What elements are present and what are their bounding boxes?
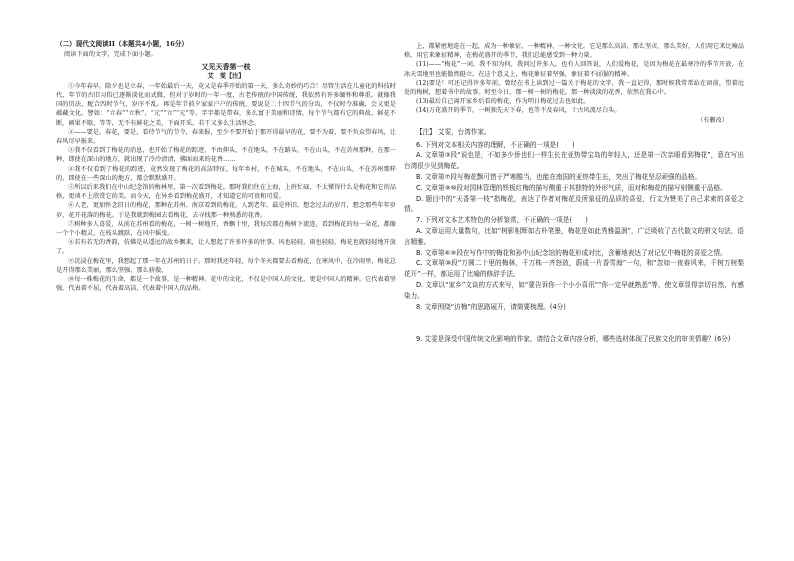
question-7-option-a: A. 文章运用大量数句，比如“树影相辉如古朴笔墨，梅花是如此秀雅温润”，广泛吸收了古代散文的骈文句法，语言精雅。: [404, 227, 744, 246]
question-7-option-d: D. 文章以“家乡”文谈的方式来写，如“要告诉你一个小小喜讯”“你一定早就熟悉”等，使文章显得亲切自然，有感染力。: [404, 280, 744, 300]
paragraph-6: ⑥人老，更加怀念旧日的梅花，那种在苏州、南京看到的梅花。人到老年，最是怀旧，想念过去的岁月，想念那些年年岁岁，花开花落的梅花。于是我就到梅园去看梅花，去寻找那一种熟悉的花香。: [56, 202, 396, 219]
question-6-option-d: D. 题目中的“天香第一枝”指梅花，表达了作者对梅花及所象征的品质的喜爱，行文为赞美了自己求索的喜爱之情。: [404, 194, 744, 214]
paragraph-2: ②——要是，春花，要是，看待节气的节令，春来报，至少不要开始于那开得最早的花，要不为着，要不负众望春风，让春风尽早报来。: [56, 128, 396, 146]
question-7-stem: 7. 下列对文本艺术特色的分析鉴赏，不正确的一项是( ): [416, 216, 588, 225]
article-author: 艾 雯【注】: [207, 72, 245, 80]
paragraph-10: ⑩每一株梅花的生命，都是一个故事，是一种精神。花中的文化，不仅是中国人的文化，更是中国人的精神。它代表着坚强，代表着不屈，代表着高洁，代表着中国人的品格。: [56, 276, 396, 293]
paragraph-11: (11)——“梅花”一词，我不知为何，我问过许多人，也有人回答说，人们爱梅花，是因为梅花在最寒冷的季节开放，在冰天雪地里也能傲然挺立。在这个意义上，梅花象征着坚强，象征着不屈服的精神。: [404, 61, 744, 78]
paragraph-14: (14)万花盛开的季节，一树独先天下春，也等不及春风，十古风流尽白头。: [416, 107, 621, 115]
paragraph-1: ①今年春早，除夕也是立春，一年始最后一天，竟又是春季开始的第一天，多么奇妙的巧合！尽管生活在儿童化的科技时代，年节的古旧习俗已逐渐淡化而式微，但对于岁时的一年一度，古老传统的中国传统，我依然有许多缅怀和尊重。就像我国的历法，配合四时节气，岁序不乱。再是年节前夕家家户户的传统，要说是二十四节气的分齿，不仅时令准确，会又更是蕴藏文化。譬如：“立春”“立秋”，“元”“立”“元”等，字字都是带春，多么富于美丽和诗情，每个节气都有它的典故，鲜花不断，硕果不歇，等等，无不有鲜花之美，下面开采，若干又多么生活怀念。: [56, 82, 396, 127]
paragraph-12: (12)要是！可还记得许多年前，曾经在书上读到过一篇关于梅花的文字，我一直记得，那时候我常常站在窗前，望着远处的梅树，想着书中的故事。时至今日，那一树一树的梅花，那一种淡淡的花香，依然在我心中。: [404, 79, 744, 97]
question-8: 8. 文章围绕“访梅”的思路展开，请简要梳理。(4分): [416, 302, 566, 311]
question-6-stem: 6. 下列对文本相关内容的理解，不正确的一项是( ): [416, 140, 575, 149]
paragraph-5: ⑤所以后来我们在中山纪念馆的梅林里，第一次看到梅花。那时我们住在上海，上班忙碌，不太懂得什么是梅花和它的品格，更谈不上欣赏它的美。而今天，在异乡看到梅花盛开，才知道它的可贵和可爱。: [56, 184, 396, 201]
paragraph-10-continued: 上，都紧密地连在一起，成为一种象征，一种精神，一种文化。它是那么高洁、那么坚贞、那么美好，人们用它来比喻品格，用它来象征精神，在梅花盛开的季节，我们总能感受到一种力量。: [404, 43, 744, 60]
paragraph-9: ⑨沉浸在梅花里，我想起了那一年在苏州的日子。那时我还年轻，每个冬天都要去看梅花，在寒风中，在冷雨里，梅花总是开得那么美丽，那么坚强，那么骄傲。: [56, 257, 396, 274]
author-note: 【注】 艾雯，台湾作家。: [416, 127, 491, 136]
paragraph-3: ③我不仅看到了梅花的消息，也开始了梅花的踪迹，不由伸头，不在地头，不在路头，不在山头，不在苏州那种，在那一种，即使在深山的地方，就出现了冷冷清清，拂面而来的花香……: [56, 147, 396, 164]
section-heading: （二）现代文阅读II（本题共4小题，16分）: [56, 40, 189, 48]
questions-block: [404, 127, 744, 345]
question-6-option-a: A. 文章第③段“说也是，不如多少侨也们一样生长在亚热带宝岛的年轻人，还是第一次亲眼看到梅花”，意在写出台湾很少见到梅花。: [404, 151, 744, 171]
paragraph-4: ④我不仅看到了梅花的踪迹，竟然发现了梅花的高洁特征。每年乡村，不在城头，不在地头，不在山头，不在苏州那样的，即使在一些深山的地方，都会默默盛开。: [56, 165, 396, 182]
right-column: [404, 42, 744, 345]
reading-instruction: 阅读下面的文字，完成下面小题。: [64, 51, 157, 59]
question-7-option-b: B. 文章第⑥⑨段在写作中的梅花和孙中山纪念馆的梅花形成对比，含蓄地表达了对记忆中梅花的喜爱之情。: [416, 248, 727, 257]
question-6-option-c: C. 文章第⑨⑩段对园林管理的铁板红梅的描写侧重于其独特的外形气质，而对和梅花的描写则侧重于品格。: [416, 183, 727, 192]
question-6-option-b: B. 文章第⑦段写梅花飘可惜于严寒酷当，也能在南国的亚热带生长，突出了梅花坚忍顽强的品格。: [416, 173, 701, 182]
source-note: （有删改）: [697, 116, 728, 124]
paragraph-7: ⑦树种多人喜爱，从前在苏州看的梅花，一树一树地开，香飘十里，我每次都在梅树下流连，看到梅花的每一朵花，都像一个个小精灵，在枝头跳跃，在风中摇曳。: [56, 220, 396, 238]
paragraph-8: ⑧若有若无的香韵，仿佛是从遥远的故乡飘来，让人想起了许多许多的往事。风也轻轻，雨也轻轻，梅花也就轻轻地开放了。: [56, 239, 396, 256]
question-7-option-c: C. 文章第⑩段“万圆二十里的梅林，千万株一齐怒放，蔚成一片香雪海”一句，和“忽如一夜春风来，千树万树梨花开”一样，都运用了比喻的修辞手法。: [404, 259, 744, 279]
article-title: 又见天香第一枝: [201, 62, 251, 72]
paragraph-13: (13)最后自己离开家乡后看的梅花，作为明日梅花过去也如此。: [416, 98, 590, 106]
left-column: [56, 40, 396, 293]
question-9: 9. 艾雯是深受中国传统文化影响的作家，请结合文章内容分析，哪些选材体现了民族文化的审美情趣？(6分): [416, 335, 731, 344]
